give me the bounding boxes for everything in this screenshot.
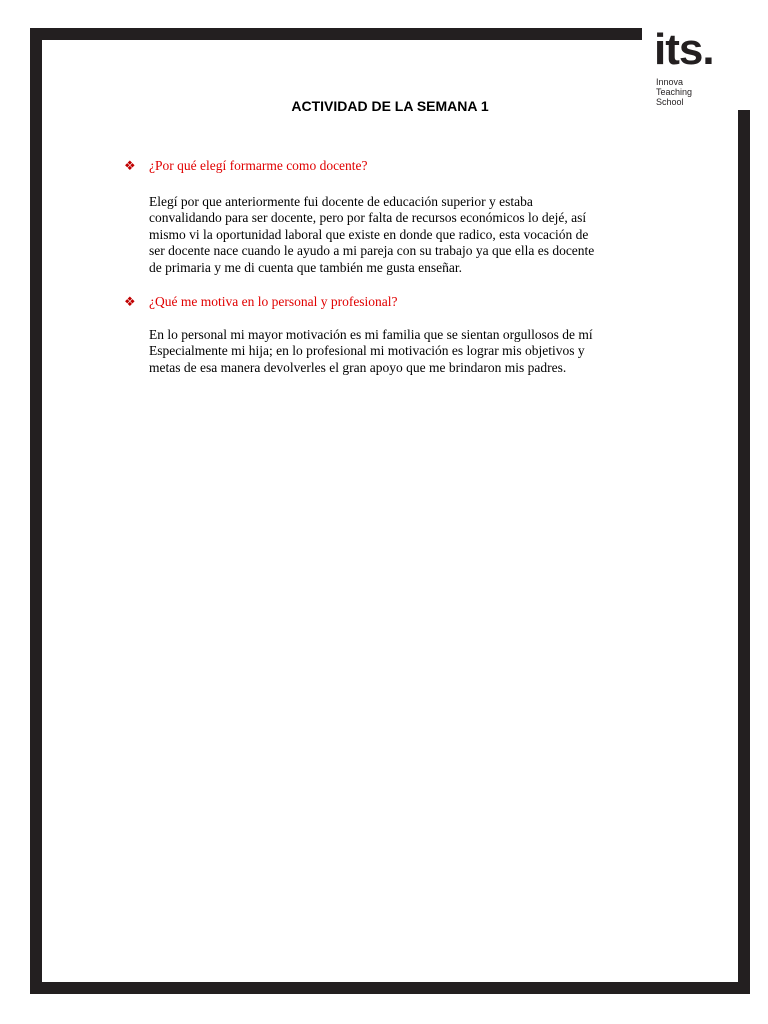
answer-line: Elegí por que anteriormente fui docente de educación superior y estaba [149, 194, 533, 209]
logo-line: Teaching [656, 87, 693, 97]
answer-line: Especialmente mi hija; en lo profesional mi motivación es lograr mis objetivos y [149, 343, 585, 359]
diamond-bullet-icon: ❖ [124, 294, 136, 309]
answer-line: mismo vi la oportunidad laboral que existe en donde que radico, esta vocación de [149, 226, 589, 242]
document-title: ACTIVIDAD DE LA SEMANA 1 [291, 98, 489, 114]
logo-line: School [656, 97, 684, 107]
page-border-frame [30, 25, 750, 994]
answer-line: de primaria y me di cuenta que también me gusta enseñar. [149, 259, 463, 275]
diamond-bullet-icon: ❖ [124, 158, 136, 173]
logo-line: Innova [656, 77, 684, 87]
answer-paragraph [149, 327, 593, 376]
answer-line: ser docente nace cuando le ayudo a mi pareja con su trabajo ya que ella es docente [149, 243, 595, 259]
answer-line: convalidando para ser docente, pero por falta de recursos económicos lo dejé, así [149, 210, 587, 226]
logo-mark: its. [654, 25, 714, 74]
answer-line: metas de esa manera devolverles el gran apoyo que me brindaron mis padres. [149, 359, 567, 375]
question-heading: ¿Por qué elegí formarme como docente? [149, 158, 368, 173]
answer-paragraph [149, 194, 594, 276]
question-heading: ¿Qué me motiva en lo personal y profesional? [149, 294, 398, 309]
answer-line: En lo personal mi mayor motivación es mi familia que se sientan orgullosos de mí [149, 327, 593, 342]
